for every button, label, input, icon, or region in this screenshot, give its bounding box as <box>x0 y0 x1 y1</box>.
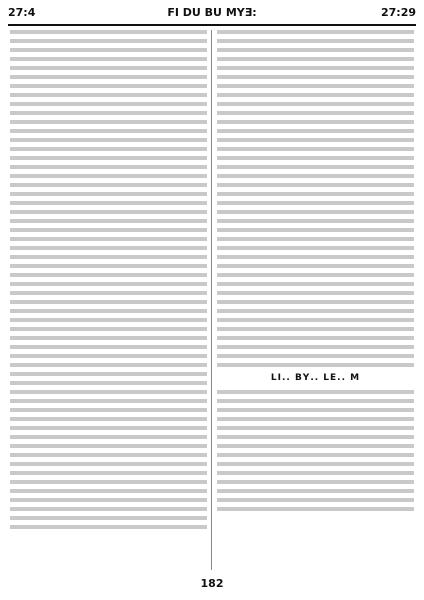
text-line-placeholder <box>10 129 207 133</box>
text-line-placeholder <box>10 444 207 448</box>
text-line-placeholder <box>10 210 207 214</box>
text-line-placeholder <box>217 174 414 178</box>
chapter-verse-end: 27:29 <box>380 6 416 19</box>
text-line-placeholder <box>217 327 414 331</box>
text-line-placeholder <box>10 363 207 367</box>
text-line-placeholder <box>10 147 207 151</box>
text-line-placeholder <box>217 354 414 358</box>
text-line-placeholder <box>10 111 207 115</box>
text-line-placeholder <box>10 480 207 484</box>
text-line-placeholder <box>10 516 207 520</box>
header-rule <box>8 24 416 27</box>
text-column-right <box>217 30 414 570</box>
text-line-placeholder <box>217 318 414 322</box>
text-line-placeholder <box>10 120 207 124</box>
running-header <box>8 6 416 22</box>
text-line-placeholder <box>10 372 207 376</box>
text-line-placeholder <box>217 84 414 88</box>
text-line-placeholder <box>10 489 207 493</box>
text-line-placeholder <box>10 192 207 196</box>
text-line-placeholder <box>217 480 414 484</box>
text-line-placeholder <box>217 201 414 205</box>
text-line-placeholder <box>10 57 207 61</box>
text-line-placeholder <box>10 138 207 142</box>
page-number: 182 <box>200 577 224 590</box>
text-line-placeholder <box>217 498 414 502</box>
text-line-placeholder <box>10 498 207 502</box>
text-line-placeholder <box>217 219 414 223</box>
text-column-left <box>10 30 207 570</box>
text-line-placeholder <box>10 318 207 322</box>
text-line-placeholder <box>10 417 207 421</box>
text-line-placeholder <box>217 471 414 475</box>
text-line-placeholder <box>217 246 414 250</box>
text-line-placeholder <box>10 165 207 169</box>
text-line-placeholder <box>217 237 414 241</box>
text-line-placeholder <box>217 345 414 349</box>
text-line-placeholder <box>10 219 207 223</box>
text-line-placeholder <box>10 345 207 349</box>
text-line-placeholder <box>10 246 207 250</box>
text-line-placeholder <box>10 327 207 331</box>
text-line-placeholder <box>10 282 207 286</box>
text-line-placeholder <box>217 489 414 493</box>
text-line-placeholder <box>217 192 414 196</box>
text-line-placeholder <box>10 174 207 178</box>
text-line-placeholder <box>217 282 414 286</box>
page-title: FI DU BU MYƎ: <box>167 6 257 19</box>
text-line-placeholder <box>10 84 207 88</box>
text-line-placeholder <box>10 228 207 232</box>
text-line-placeholder <box>10 48 207 52</box>
text-line-placeholder <box>217 444 414 448</box>
text-line-placeholder <box>10 93 207 97</box>
text-line-placeholder <box>217 435 414 439</box>
text-line-placeholder <box>10 426 207 430</box>
text-line-placeholder <box>217 453 414 457</box>
text-line-placeholder <box>10 39 207 43</box>
text-line-placeholder <box>10 75 207 79</box>
text-line-placeholder <box>217 309 414 313</box>
text-line-placeholder <box>10 435 207 439</box>
text-line-placeholder <box>10 309 207 313</box>
text-line-placeholder <box>217 300 414 304</box>
text-line-placeholder <box>217 363 414 367</box>
text-line-placeholder <box>10 381 207 385</box>
text-line-placeholder <box>10 156 207 160</box>
text-line-placeholder <box>217 93 414 97</box>
text-line-placeholder <box>217 255 414 259</box>
text-line-placeholder <box>10 453 207 457</box>
text-line-placeholder <box>217 273 414 277</box>
text-line-placeholder <box>10 462 207 466</box>
text-line-placeholder <box>217 507 414 511</box>
text-line-placeholder <box>217 102 414 106</box>
text-line-placeholder <box>217 183 414 187</box>
text-line-placeholder <box>10 399 207 403</box>
column-divider <box>211 30 212 570</box>
text-line-placeholder <box>217 291 414 295</box>
text-line-placeholder <box>217 264 414 268</box>
text-line-placeholder <box>217 57 414 61</box>
text-line-placeholder <box>217 165 414 169</box>
text-line-placeholder <box>217 30 414 34</box>
text-line-placeholder <box>10 237 207 241</box>
text-line-placeholder <box>10 30 207 34</box>
text-line-placeholder <box>10 273 207 277</box>
text-line-placeholder <box>10 201 207 205</box>
chapter-verse-start: 27:4 <box>8 6 36 19</box>
text-line-placeholder <box>10 390 207 394</box>
text-line-placeholder <box>217 120 414 124</box>
text-line-placeholder <box>10 66 207 70</box>
text-line-placeholder <box>217 390 414 394</box>
text-line-placeholder <box>217 408 414 412</box>
text-line-placeholder <box>217 39 414 43</box>
chapter-title: ꓡꓲ.. ꓐꓬ.. ꓡꓰ.. ꓟ <box>270 373 361 383</box>
text-line-placeholder <box>217 210 414 214</box>
text-line-placeholder <box>217 462 414 466</box>
text-line-placeholder <box>10 471 207 475</box>
text-line-placeholder <box>10 300 207 304</box>
text-line-placeholder <box>10 255 207 259</box>
text-line-placeholder <box>217 75 414 79</box>
text-line-placeholder <box>10 264 207 268</box>
text-line-placeholder <box>217 399 414 403</box>
text-line-placeholder <box>217 138 414 142</box>
text-line-placeholder <box>10 408 207 412</box>
text-line-placeholder <box>10 336 207 340</box>
text-line-placeholder <box>10 525 207 529</box>
text-line-placeholder <box>10 507 207 511</box>
text-line-placeholder <box>217 111 414 115</box>
text-line-placeholder <box>217 66 414 70</box>
text-line-placeholder <box>217 228 414 232</box>
text-line-placeholder <box>217 129 414 133</box>
text-line-placeholder <box>217 156 414 160</box>
text-line-placeholder <box>217 417 414 421</box>
text-line-placeholder <box>217 336 414 340</box>
text-line-placeholder <box>10 183 207 187</box>
text-line-placeholder <box>217 147 414 151</box>
text-line-placeholder <box>10 102 207 106</box>
text-line-placeholder <box>217 48 414 52</box>
text-line-placeholder <box>10 354 207 358</box>
text-line-placeholder <box>217 426 414 430</box>
text-line-placeholder <box>10 291 207 295</box>
